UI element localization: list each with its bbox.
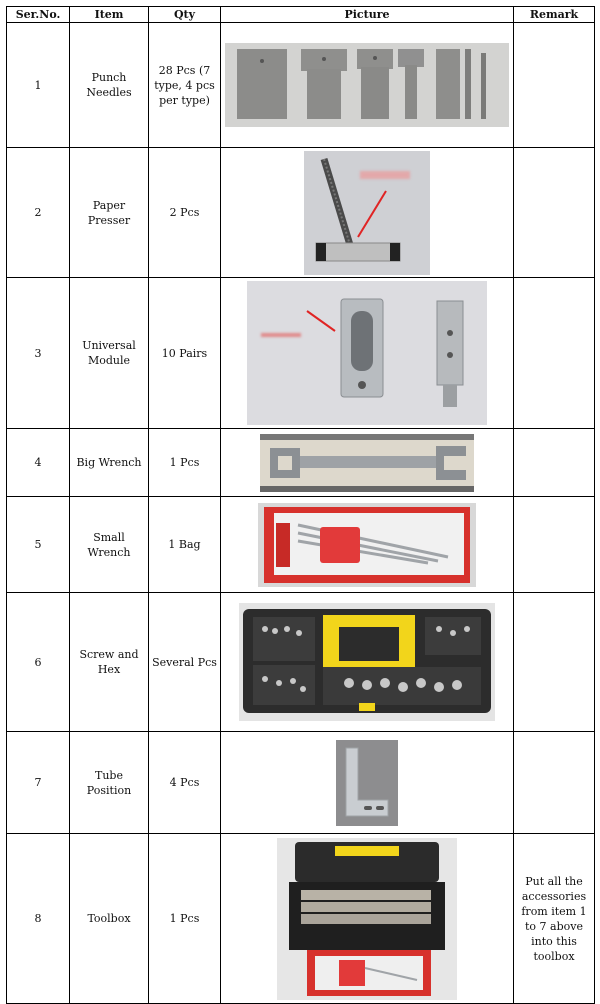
row-number: 4 xyxy=(7,429,70,497)
row-remark xyxy=(514,148,595,278)
row-qty: 1 Pcs xyxy=(149,429,221,497)
row-remark xyxy=(514,23,595,148)
table-row xyxy=(7,278,595,429)
row-remark xyxy=(514,593,595,732)
row-item: Small Wrench xyxy=(70,497,149,593)
toolbox-photo xyxy=(277,838,457,1000)
row-remark: Put all the accessories from item 1 to 7 above into this toolbox xyxy=(514,834,595,1004)
row-number: 7 xyxy=(7,732,70,834)
table-row xyxy=(7,148,595,278)
row-number: 2 xyxy=(7,148,70,278)
table-row xyxy=(7,834,595,1004)
big-wrench-photo xyxy=(260,434,474,492)
table-row xyxy=(7,593,595,732)
table-row xyxy=(7,429,595,497)
punch-needles-photo xyxy=(225,43,509,127)
row-qty: Several Pcs xyxy=(149,593,221,732)
row-remark xyxy=(514,732,595,834)
row-qty: 10 Pairs xyxy=(149,278,221,429)
row-picture xyxy=(221,148,514,278)
row-qty: 4 Pcs xyxy=(149,732,221,834)
row-qty: 1 Pcs xyxy=(149,834,221,1004)
row-remark xyxy=(514,278,595,429)
row-number: 8 xyxy=(7,834,70,1004)
tube-position-photo xyxy=(336,740,398,826)
header-qty: Qty xyxy=(149,7,221,23)
row-item: Paper Presser xyxy=(70,148,149,278)
row-picture xyxy=(221,23,514,148)
row-item: Tube Position xyxy=(70,732,149,834)
table-row xyxy=(7,497,595,593)
header-row xyxy=(7,7,595,23)
row-item: Toolbox xyxy=(70,834,149,1004)
header-picture: Picture xyxy=(221,7,514,23)
row-qty: 28 Pcs (7 type, 4 pcs per type) xyxy=(149,23,221,148)
row-number: 6 xyxy=(7,593,70,732)
row-item: Universal Module xyxy=(70,278,149,429)
header-item: Item xyxy=(70,7,149,23)
row-remark xyxy=(514,497,595,593)
table-row xyxy=(7,732,595,834)
row-picture xyxy=(221,834,514,1004)
row-remark xyxy=(514,429,595,497)
table-row xyxy=(7,23,595,148)
row-number: 1 xyxy=(7,23,70,148)
row-qty: 1 Bag xyxy=(149,497,221,593)
row-picture xyxy=(221,593,514,732)
row-picture xyxy=(221,278,514,429)
universal-module-photo xyxy=(247,281,487,425)
row-number: 3 xyxy=(7,278,70,429)
row-item: Screw and Hex xyxy=(70,593,149,732)
screw-hex-photo xyxy=(239,603,495,721)
paper-presser-photo xyxy=(304,151,430,275)
small-wrench-photo xyxy=(258,503,476,587)
row-number: 5 xyxy=(7,497,70,593)
row-qty: 2 Pcs xyxy=(149,148,221,278)
row-picture xyxy=(221,732,514,834)
row-picture xyxy=(221,497,514,593)
row-picture xyxy=(221,429,514,497)
header-serno: Ser.No. xyxy=(7,7,70,23)
row-item: Punch Needles xyxy=(70,23,149,148)
accessories-table xyxy=(6,6,595,1004)
header-remark: Remark xyxy=(514,7,595,23)
row-item: Big Wrench xyxy=(70,429,149,497)
